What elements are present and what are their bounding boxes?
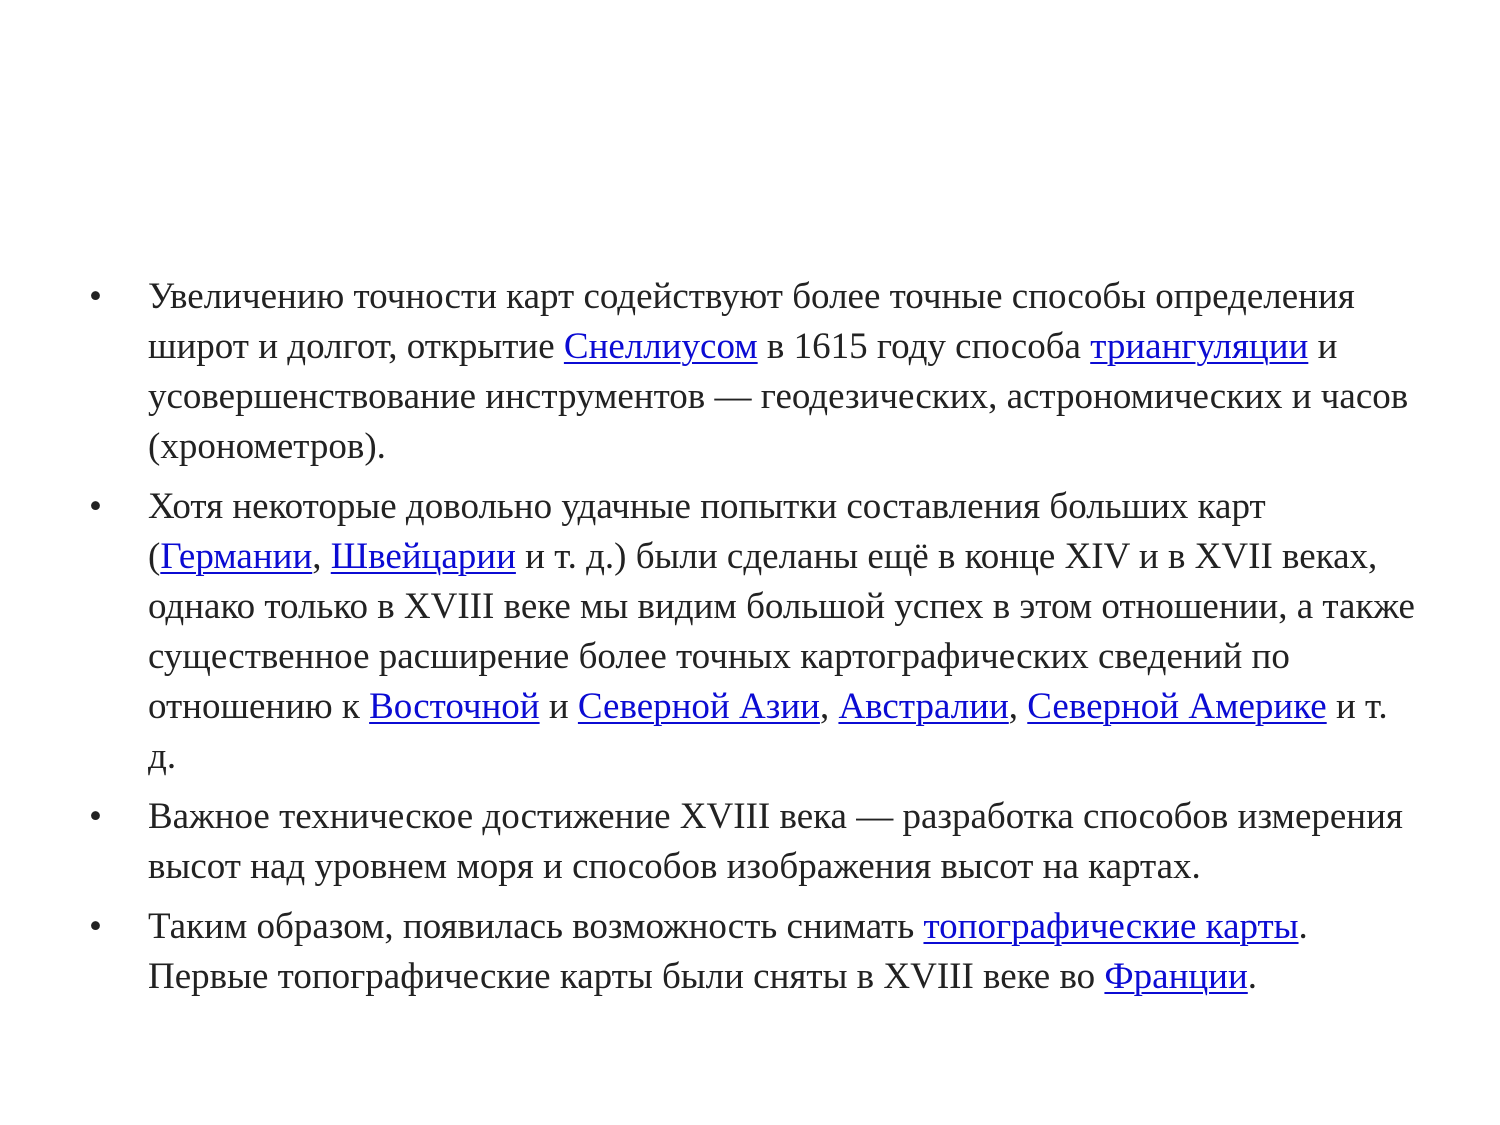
bullet-icon: •	[89, 906, 102, 947]
link-eastern-asia[interactable]: Восточной	[369, 686, 540, 727]
list-item	[83, 792, 1423, 892]
link-switzerland[interactable]: Швейцарии	[330, 536, 516, 577]
bullet-text: и т. д.) были сделаны ещё в конце XIV и в XVII веках, однако только в XVIII веке мы видим большой успех в этом отношении, а также существенное расширение более точных картографических сведений по отношению к	[148, 536, 1415, 727]
link-triangulation[interactable]: триангуляции	[1090, 326, 1309, 367]
bullet-text: .	[1247, 956, 1258, 997]
link-topographic-maps[interactable]: топографические карты	[923, 906, 1299, 947]
link-germany[interactable]: Германии	[160, 536, 313, 577]
list-item	[83, 482, 1423, 782]
bullet-icon: •	[89, 796, 102, 837]
bullet-text: и	[539, 686, 578, 727]
bullet-text: Хотя некоторые довольно удачные попытки составления больших карт (	[148, 486, 1266, 577]
bullet-text: Важное техническое достижение XVIII века — разработка способов измерения высот над уровнем моря и способов изображения высот на картах.	[148, 796, 1403, 887]
link-snellius[interactable]: Снеллиусом	[563, 326, 758, 367]
link-northern-asia[interactable]: Северной Азии	[577, 686, 820, 727]
bullet-text: и т. д.	[148, 686, 1388, 777]
bullet-icon: •	[89, 486, 102, 527]
bullet-list	[83, 272, 1423, 1012]
link-france[interactable]: Франции	[1104, 956, 1248, 997]
list-item	[83, 902, 1423, 1002]
bullet-text: в 1615 году способа	[757, 326, 1091, 367]
link-north-america[interactable]: Северной Америке	[1027, 686, 1327, 727]
bullet-text: ,	[312, 536, 331, 577]
bullet-icon: •	[89, 276, 102, 317]
bullet-text: ,	[819, 686, 839, 727]
list-item	[83, 272, 1423, 472]
link-australia[interactable]: Австралии	[838, 686, 1009, 727]
bullet-text: и усовершенствование инструментов — геодезических, астрономических и часов (хронометров).	[148, 326, 1409, 467]
bullet-text: ,	[1008, 686, 1028, 727]
bullet-text: . Первые топографические карты были сняты в XVIII веке во	[148, 906, 1308, 997]
bullet-text: Таким образом, появилась возможность снимать	[148, 906, 924, 947]
bullet-text: Увеличению точности карт содействуют более точные способы определения широт и долгот, открытие	[148, 276, 1355, 367]
